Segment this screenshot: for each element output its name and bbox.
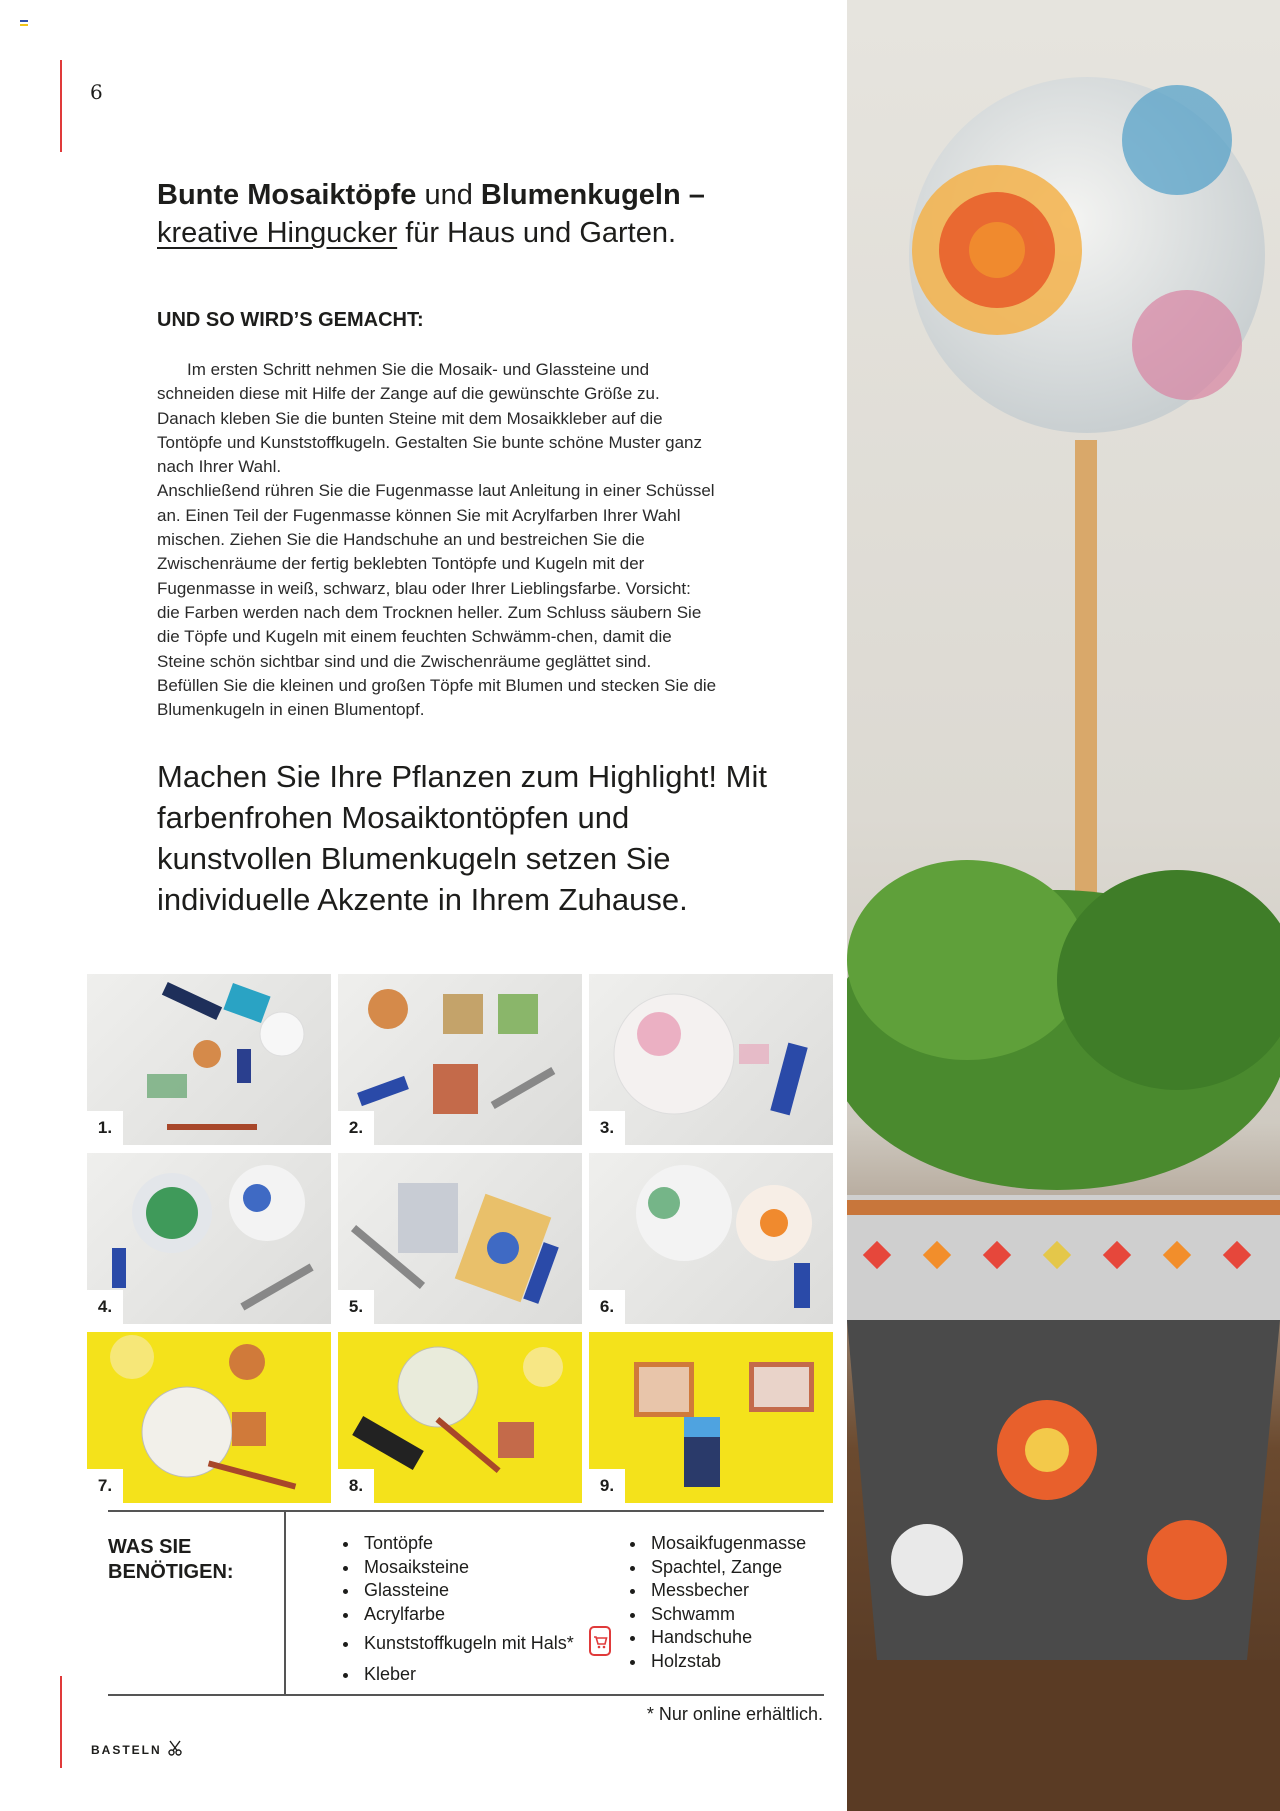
step-number: 8. <box>338 1469 374 1503</box>
material-label: Schwamm <box>651 1603 736 1624</box>
step-7-illustration <box>87 1332 331 1503</box>
brand-footer <box>91 1740 182 1759</box>
step-image-7 <box>87 1332 331 1503</box>
step-4-illustration <box>87 1153 331 1324</box>
brand-label: BASTELN <box>91 1742 162 1757</box>
step-number: 7. <box>87 1469 123 1503</box>
headline <box>157 176 797 252</box>
material-item <box>360 1556 611 1580</box>
materials-divider-top <box>108 1510 824 1512</box>
material-label: Glassteine <box>364 1580 450 1600</box>
materials-divider-vertical <box>284 1512 286 1694</box>
step-number: 3. <box>589 1111 625 1145</box>
mosaic-pot-photo <box>847 0 1280 1811</box>
step-5-illustration <box>338 1153 582 1324</box>
step-number: 9. <box>589 1469 625 1503</box>
materials-list-right <box>621 1532 806 1673</box>
material-label: Spachtel, Zange <box>651 1556 783 1577</box>
instructions-paragraph-2: Anschließend rühren Sie die Fugenmasse laut Anleitung in einer Schüssel an. Einen Teil der Fugenmasse können Sie mit Acrylfarben Ihrer Wahl mischen. Ziehen Sie die Handschuhe an und bestreichen Sie die Zwischenräume der fertig beklebten Tontöpfe und Kugeln mit der Fugenmasse in weiß, schwarz, blau oder Ihrer Lieblingsfarbe. Vorsicht: die Farben werden nach dem Trocknen heller. Zum Schluss säubern Sie die Töpfe und Kugeln mit einem feuchten Schwämm-chen, damit die Steine schön sichtbar sind und die Zwischenräume geglättet sind. Befüllen Sie die kleinen und großen Töpfe mit Blumen und stecken Sie die Blumenkugeln in einen Blumentopf. <box>157 481 717 720</box>
headline-bold-1: Bunte Mosaiktöpfe <box>157 179 417 211</box>
flag-marker <box>20 20 28 26</box>
step-2-illustration <box>338 974 582 1145</box>
material-item <box>647 1626 806 1650</box>
step-number: 1. <box>87 1111 123 1145</box>
headline-plain-1: und <box>416 179 481 211</box>
step-number: 6. <box>589 1290 625 1324</box>
materials-divider-bottom <box>108 1694 824 1696</box>
step-number: 4. <box>87 1290 123 1324</box>
material-item <box>647 1579 806 1603</box>
accent-bar-bottom <box>60 1676 62 1768</box>
material-label: Handschuhe <box>651 1627 753 1647</box>
material-label: Kunststoffkugeln mit Hals* <box>364 1633 574 1653</box>
step-number: 2. <box>338 1111 374 1145</box>
step-image-5 <box>338 1153 582 1324</box>
step-8-illustration <box>338 1332 582 1503</box>
material-label: Acrylfarbe <box>364 1603 446 1624</box>
headline-underlined: kreative Hingucker <box>157 217 398 249</box>
scissors-icon <box>168 1740 182 1759</box>
material-label: Mosaiksteine <box>364 1556 470 1577</box>
material-item <box>647 1532 806 1556</box>
material-item <box>647 1650 806 1674</box>
material-item <box>360 1532 611 1556</box>
footnote: * Nur online erhältlich. <box>646 1704 823 1724</box>
step-6-illustration <box>589 1153 833 1324</box>
step-3-illustration <box>589 974 833 1145</box>
step-image-3 <box>589 974 833 1145</box>
step-image-1 <box>87 974 331 1145</box>
accent-bar-top <box>60 60 62 152</box>
material-item <box>360 1603 611 1627</box>
page-number: 6 <box>90 80 103 104</box>
material-item <box>647 1603 806 1627</box>
material-label: Kleber <box>364 1663 417 1684</box>
step-9-illustration <box>589 1332 833 1503</box>
headline-plain-2: für Haus und Garten. <box>397 217 677 249</box>
material-label: Messbecher <box>651 1580 750 1600</box>
step-number: 5. <box>338 1290 374 1324</box>
headline-bold-2: Blumenkugeln – <box>480 179 705 211</box>
material-item <box>360 1626 611 1663</box>
materials-title: WAS SIE BENÖTIGEN: <box>108 1536 234 1583</box>
instructions-body <box>157 358 717 722</box>
material-item <box>647 1556 806 1580</box>
material-label: Mosaikfugenmasse <box>651 1533 807 1553</box>
mosaic-pot-illustration <box>847 0 1280 1811</box>
material-label: Holzstab <box>651 1650 722 1671</box>
tagline: Machen Sie Ihre Pflanzen zum Highlight! Mit farbenfrohen Mosaiktontöpfen und kunstvollen Blumenkugeln setzen Sie individuelle Akzente in Ihrem Zuhause. <box>157 759 767 917</box>
instructions-paragraph-1: Im ersten Schritt nehmen Sie die Mosaik- und Glassteine und schneiden diese mit Hilfe der Zange auf die gewünschte Größe zu. Danach kleben Sie die bunten Steine mit dem Mosaikkleber auf die Tontöpfe und Kunststoffkugeln. Gestalten Sie bunte schöne Muster ganz nach Ihrer Wahl. <box>157 360 702 477</box>
step-image-2 <box>338 974 582 1145</box>
material-label: Tontöpfe <box>364 1533 434 1553</box>
step-image-6 <box>589 1153 833 1324</box>
step-image-4 <box>87 1153 331 1324</box>
step-image-9 <box>589 1332 833 1503</box>
materials-list-left <box>334 1532 611 1686</box>
material-item <box>360 1579 611 1603</box>
material-item <box>360 1663 611 1687</box>
section-title: UND SO WIRD’S GEMACHT: <box>157 309 424 331</box>
step-1-illustration <box>87 974 331 1145</box>
cart-icon[interactable] <box>589 1626 611 1663</box>
step-image-8 <box>338 1332 582 1503</box>
